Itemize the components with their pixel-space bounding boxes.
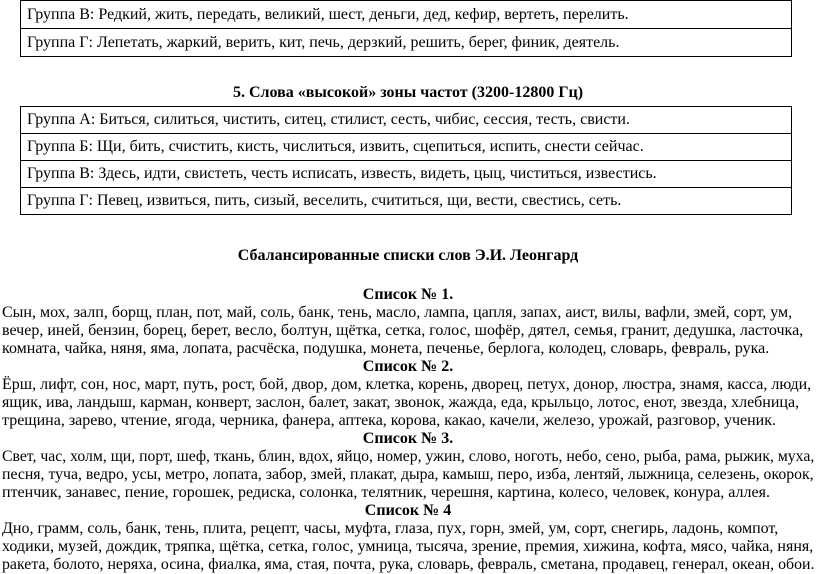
list-2-line: трещина, зарево, чтение, ягода, черника, фанера, аптека, корова, какао, качели, железо, урожай, разговор, ученик. xyxy=(2,412,777,429)
table-row xyxy=(21,161,792,188)
list-1-line: вечер, иней, бензин, борец, берет, весло, болтун, щётка, сетка, голос, шофёр, дятел, семья, гранит, дедушка, ласточка, xyxy=(2,322,804,339)
high-frequency-table xyxy=(20,106,792,215)
group-g-cell: Группа Г: Певец, извиться, пить, сизый, веселить, счититься, щи, вести, свестись, сеть. xyxy=(21,188,792,215)
list-3-line: Свет, час, холм, щи, порт, шеф, ткань, блин, вдох, яйцо, номер, ужин, слово, ноготь, небо, сено, рыба, рама, рыжик, муха, xyxy=(2,448,815,465)
group-v-cell: Группа В: Здесь, идти, свистеть, честь исписать, известь, видеть, цыц, чиститься, известись. xyxy=(21,161,792,188)
balanced-lists-heading: Сбалансированные списки слов Э.И. Леонгард xyxy=(237,247,579,264)
list-4-line: Дно, грамм, соль, банк, тень, плита, рецепт, часы, муфта, глаза, пух, горн, змей, ум, сорт, снегирь, ладонь, компот, xyxy=(2,520,779,537)
table-row xyxy=(21,134,792,161)
list-2-line: Ёрш, лифт, сон, нос, март, путь, рост, бой, двор, дом, клетка, корень, дворец, петух, донор, люстра, знамя, касса, люди, xyxy=(2,376,812,393)
group-a-cell: Группа А: Биться, силиться, чистить, ситец, стилист, сесть, чибис, сессия, тесть, свисти. xyxy=(21,107,792,134)
list-3-line: птенчик, занавес, пение, горошек, редиска, солонка, телятник, черешня, картина, колесо, человек, конура, аллея. xyxy=(2,484,770,501)
group-v-cell: Группа В: Редкий, жить, передать, великий, шест, деньги, дед, кефир, вертеть, перелить. xyxy=(21,1,792,29)
group-b-cell: Группа Б: Щи, бить, счистить, кисть, числиться, извить, сцепиться, испить, снести сейчас. xyxy=(21,134,792,161)
table-row xyxy=(21,107,792,134)
list-2-title: Список № 2. xyxy=(362,358,454,375)
list-2-line: ящик, ива, ландыш, карман, конверт, заслон, балет, закат, звонок, жажда, еда, крыльцо, лотос, енот, звезда, хлебница, xyxy=(2,394,800,411)
group-g-cell: Группа Г: Лепетать, жаркий, верить, кит, печь, дерзкий, решить, берег, финик, деятель. xyxy=(21,29,792,57)
list-1-title: Список № 1. xyxy=(362,286,454,303)
table-row xyxy=(21,188,792,215)
list-1-line: Сын, мох, залп, борщ, план, пот, май, соль, банк, тень, масло, лампа, цапля, запах, аист, вилы, вафли, змей, сорт, ум, xyxy=(2,304,793,321)
list-4-line: ракета, болото, неряха, осина, фиалка, яма, стая, почта, рука, словарь, февраль, сметана, продавец, генерал, океан, обои. xyxy=(2,556,815,573)
list-4-line: ходики, музей, дождик, тряпка, щётка, сетка, голос, умница, тысяча, зрение, премия, хижина, кофта, мясо, чайка, няня, xyxy=(2,538,814,555)
table-row xyxy=(21,1,792,29)
word-group-table-top xyxy=(20,0,792,57)
list-3-title: Список № 3. xyxy=(362,430,454,447)
list-4-title: Список № 4 xyxy=(364,502,452,519)
table-row xyxy=(21,29,792,57)
section-5-heading: 5. Слова «высокой» зоны частот (3200-12800 Гц) xyxy=(232,84,584,101)
list-1-line: комната, чайка, няня, яма, лопата, расчёска, подушка, монета, печенье, берлога, колодец, словарь, февраль, рука. xyxy=(2,340,770,357)
list-3-line: песня, туча, ведро, усы, метро, лопата, забор, змей, плакат, дыра, камыш, перо, изба, лентяй, лыжница, селезень, окорок, xyxy=(2,466,814,483)
